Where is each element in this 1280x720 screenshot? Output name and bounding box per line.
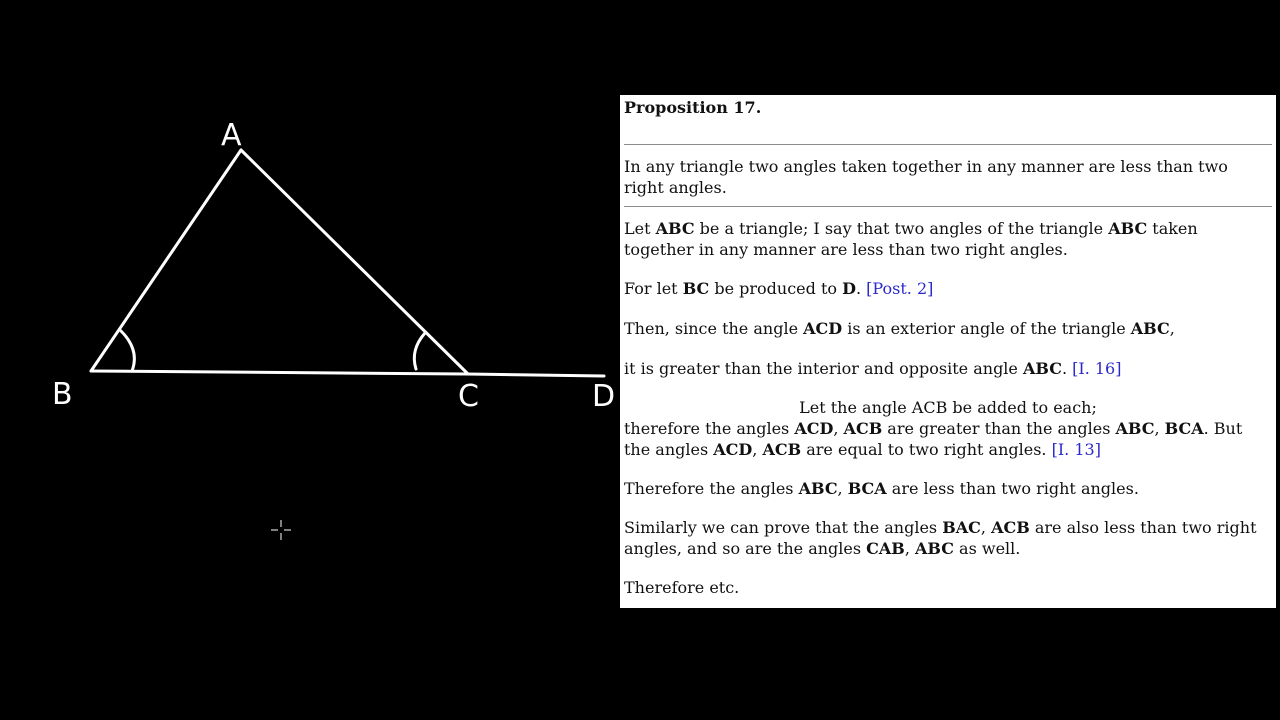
paragraph-similarly: Similarly we can prove that the angles BAC, ACB are also less than two right angles, and so are the angles CAB, ABC as well. — [624, 518, 1257, 558]
extension-cd — [467, 374, 604, 376]
angle-arc-c — [414, 333, 425, 369]
label-d: D — [592, 379, 616, 414]
proposition-panel — [620, 95, 1276, 608]
label-c: C — [458, 379, 479, 414]
paragraph-add-acb: Let the angle ACB be added to each; — [799, 398, 1097, 417]
crosshair-cursor-icon — [271, 520, 291, 540]
side-ac — [241, 150, 467, 373]
proposition-statement: In any triangle two angles taken together in any manner are less than two right angles. — [624, 157, 1228, 197]
paragraph-therefore-greater: therefore the angles ACD, ACB are greater than the angles ABC, BCA. But the angles ACD, ACB are equal to two right angles. [I. 13] — [624, 419, 1243, 459]
side-bc — [91, 371, 467, 374]
divider-top — [624, 144, 1272, 145]
side-ab — [91, 150, 241, 371]
link-i-16[interactable]: [I. 16] — [1072, 359, 1122, 378]
triangle-figure — [0, 0, 620, 720]
divider-bottom — [624, 206, 1272, 207]
paragraph-produce-bc: For let BC be produced to D. [Post. 2] — [624, 279, 934, 298]
paragraph-therefore-etc: Therefore etc. — [624, 578, 740, 597]
paragraph-let-abc: Let ABC be a triangle; I say that two angles of the triangle ABC taken together in any manner are less than two right angles. — [624, 219, 1198, 259]
link-i-13[interactable]: [I. 13] — [1051, 440, 1101, 459]
link-post-2[interactable]: [Post. 2] — [866, 279, 934, 298]
paragraph-greater-than: it is greater than the interior and opposite angle ABC. [I. 16] — [624, 359, 1122, 378]
label-b: B — [52, 377, 73, 412]
paragraph-exterior-angle: Then, since the angle ACD is an exterior angle of the triangle ABC, — [624, 319, 1175, 338]
proposition-title: Proposition 17. — [624, 98, 762, 117]
angle-arc-b — [121, 331, 134, 371]
paragraph-less-than: Therefore the angles ABC, BCA are less than two right angles. — [624, 479, 1139, 498]
label-a: A — [221, 118, 242, 153]
